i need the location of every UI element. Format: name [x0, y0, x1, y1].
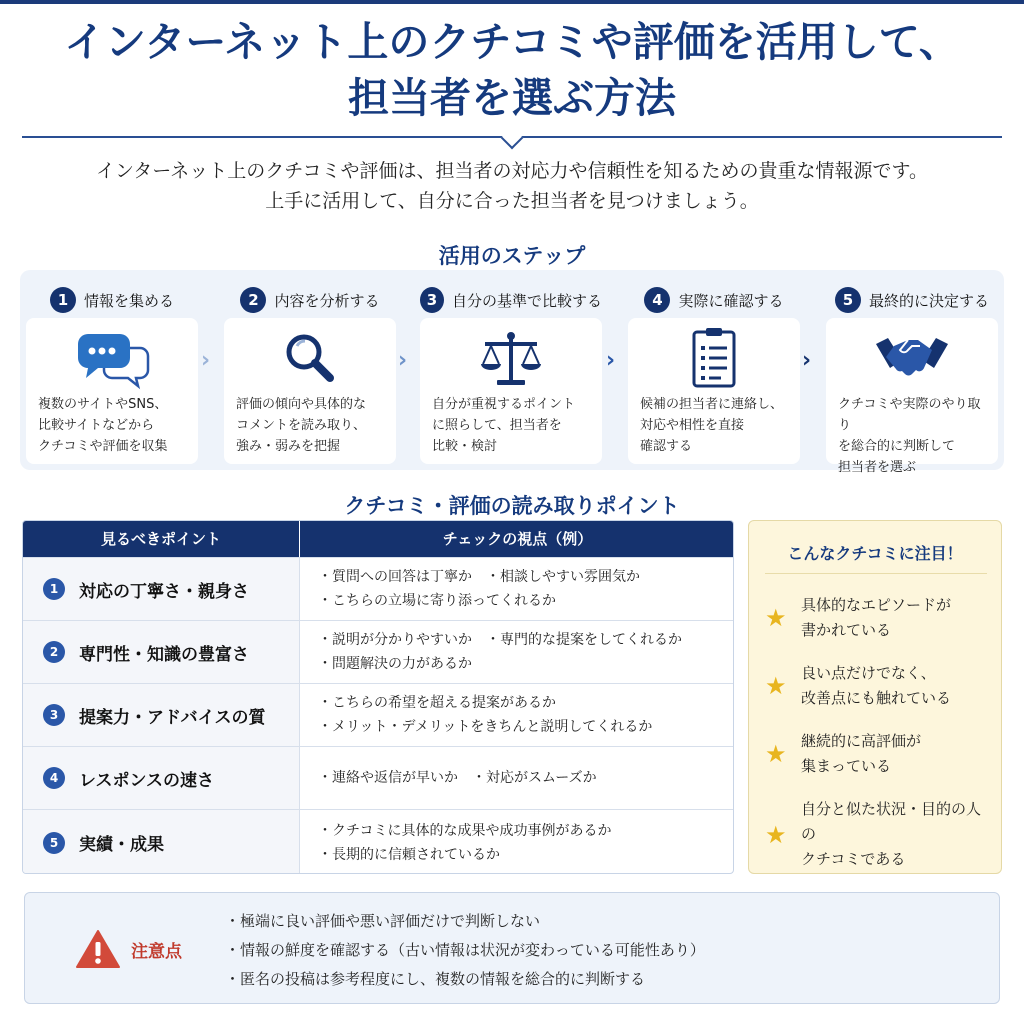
table-row — [23, 620, 733, 683]
row-point-cell — [23, 747, 300, 809]
row-label: 実績・成果 — [79, 835, 164, 855]
notice-item — [765, 797, 995, 872]
caution-item: ・匿名の投稿は参考程度にし、複数の情報を総合的に判断する — [225, 970, 646, 988]
step-4-desc-line: 候補の担当者に連絡し、 — [640, 397, 784, 412]
table-row — [23, 809, 733, 874]
step-4-number: 4 — [644, 287, 670, 313]
step-4-desc-line: 確認する — [640, 439, 693, 454]
top-rule — [0, 0, 1024, 4]
step-arrow-3: › — [606, 348, 616, 373]
intro-text — [0, 156, 1024, 216]
step-1-number: 1 — [50, 287, 76, 313]
step-3-desc-line: に照らして、担当者を — [432, 418, 562, 433]
warning-icon — [75, 929, 121, 973]
table-row — [23, 683, 733, 746]
step-4-description — [640, 394, 792, 457]
caution-item: ・情報の鮮度を確認する（古い情報は状況が変わっている可能性あり） — [225, 941, 705, 959]
step-5-description — [838, 394, 990, 478]
notice-line: 良い点だけでなく、 — [801, 664, 936, 682]
step-5-number: 5 — [835, 287, 861, 313]
notice-line: 具体的なエピソードが — [801, 596, 952, 614]
step-2 — [224, 270, 396, 470]
points-section-title: クチコミ・評価の読み取りポイント — [344, 494, 680, 518]
caution-item: ・極端に良い評価や悪い評価だけで判断しない — [225, 912, 541, 930]
notice-line: クチコミである — [801, 850, 906, 868]
check-line: ・問題解決の力があるか — [318, 656, 472, 672]
row-check-cell — [300, 621, 734, 683]
header-check: チェックの視点（例） — [442, 530, 593, 548]
notice-box — [748, 520, 1002, 874]
chat-bubbles-icon — [72, 326, 152, 394]
notice-item-text — [801, 797, 995, 872]
caution-box — [24, 892, 1000, 1004]
table-row — [23, 557, 733, 620]
row-point-cell — [23, 810, 300, 874]
row-check-cell — [300, 558, 734, 620]
notice-item — [765, 661, 995, 711]
row-label: 提案力・アドバイスの質 — [79, 707, 266, 728]
row-point-cell — [23, 621, 300, 683]
intro-line1: インターネット上のクチコミや評価は、担当者の対応力や信頼性を知るための貴重な情報源です。 — [95, 160, 928, 182]
step-3-card — [420, 318, 602, 464]
points-table — [22, 520, 734, 874]
step-arrow-1: › — [201, 348, 211, 373]
notice-item — [765, 593, 995, 643]
step-2-header — [224, 286, 396, 314]
table-row — [23, 746, 733, 809]
step-1-label: 情報を集める — [83, 291, 174, 310]
star-icon: ★ — [765, 740, 787, 768]
step-4 — [628, 270, 800, 470]
notice-line: 自分と似た状況・目的の人の — [801, 800, 982, 843]
step-3-desc-line: 自分が重視するポイント — [432, 397, 576, 412]
step-3-number: 3 — [420, 287, 444, 313]
step-5-desc-line: 担当者を選ぶ — [838, 460, 917, 475]
header-point: 見るべきポイント — [23, 521, 300, 557]
step-1-desc-line: 複数のサイトやSNS、 — [38, 397, 168, 412]
star-icon: ★ — [765, 820, 787, 849]
row-check-cell — [300, 747, 734, 809]
step-1 — [26, 270, 198, 470]
step-2-number: 2 — [240, 287, 266, 313]
notice-line: 書かれている — [801, 621, 892, 639]
step-1-card — [26, 318, 198, 464]
row-point-cell — [23, 558, 300, 620]
check-line: ・メリット・デメリットをきちんと説明してくれるか — [318, 719, 653, 735]
step-5-desc-line: を総合的に判断して — [838, 439, 956, 454]
page-title-line2: 担当者を選ぶ方法 — [348, 74, 676, 122]
step-arrow-4: › — [802, 348, 812, 373]
row-label: レスポンスの速さ — [79, 770, 214, 791]
step-2-desc-line: コメントを読み取り、 — [236, 418, 367, 433]
notice-divider — [765, 573, 987, 574]
notice-line: 継続的に高評価が — [801, 732, 922, 750]
step-5-desc-line: クチコミや実際のやり取り — [838, 397, 981, 433]
step-3-description — [432, 394, 594, 457]
step-3-header — [420, 286, 602, 314]
step-2-desc-line: 強み・弱みを把握 — [236, 439, 341, 454]
step-1-description — [38, 394, 190, 457]
step-5-header — [826, 286, 998, 314]
row-check-cell — [300, 810, 734, 874]
row-number: 3 — [43, 704, 65, 726]
intro-line2: 上手に活用して、自分に合った担当者を見つけましょう。 — [265, 190, 759, 212]
step-1-header — [26, 286, 198, 314]
step-arrow-2: › — [398, 348, 408, 373]
handshake-icon — [872, 326, 952, 390]
step-2-label: 内容を分析する — [274, 291, 380, 310]
notice-line: 改善点にも触れている — [801, 689, 952, 707]
step-3 — [420, 270, 602, 470]
title-divider-notch — [501, 127, 524, 150]
checklist-icon — [686, 326, 742, 394]
check-line: ・長期的に信頼されているか — [318, 846, 500, 863]
check-line: ・クチコミに具体的な成果や成功事例があるか — [318, 822, 612, 839]
step-4-label: 実際に確認する — [678, 291, 784, 310]
step-4-desc-line: 対応や相性を直接 — [640, 418, 745, 433]
step-3-label: 自分の基準で比較する — [451, 291, 602, 310]
star-icon: ★ — [765, 672, 787, 700]
step-5 — [826, 270, 998, 475]
step-1-desc-line: 比較サイトなどから — [38, 418, 155, 433]
row-number: 2 — [43, 641, 65, 663]
step-5-label: 最終的に決定する — [868, 291, 989, 310]
notice-title: こんなクチコミに注目！ — [787, 544, 963, 563]
notice-item-text — [801, 729, 921, 779]
scale-icon — [475, 326, 547, 394]
caution-list — [225, 907, 705, 994]
notice-item — [765, 729, 995, 779]
check-line: ・質問への回答は丁寧か ・相談しやすい雰囲気か — [318, 569, 640, 585]
check-line: ・連絡や返信が早いか ・対応がスムーズか — [318, 770, 597, 786]
step-2-desc-line: 評価の傾向や具体的な — [236, 397, 367, 412]
row-number: 5 — [43, 832, 65, 854]
steps-section-title: 活用のステップ — [438, 244, 586, 268]
row-label: 専門性・知識の豊富さ — [79, 644, 249, 665]
table-header — [23, 521, 733, 557]
row-number: 1 — [43, 578, 65, 600]
step-2-description — [236, 394, 388, 457]
step-5-card — [826, 318, 998, 475]
check-line: ・こちらの立場に寄り添ってくれるか — [318, 593, 556, 609]
check-line: ・説明が分かりやすいか ・専門的な提案をしてくれるか — [318, 632, 682, 648]
notice-item-text — [801, 661, 951, 711]
step-3-desc-line: 比較・検討 — [432, 439, 498, 454]
row-check-cell — [300, 684, 734, 746]
step-4-card — [628, 318, 800, 464]
check-line: ・こちらの希望を超える提案があるか — [318, 695, 556, 711]
row-point-cell — [23, 684, 300, 746]
page-title — [0, 14, 1024, 126]
step-1-desc-line: クチコミや評価を収集 — [38, 439, 168, 454]
page-title-line1: インターネット上のクチコミや評価を活用して、 — [64, 18, 960, 66]
caution-label: 注意点 — [131, 942, 182, 962]
notice-item-text — [801, 593, 951, 643]
magnifier-icon — [278, 326, 342, 394]
star-icon: ★ — [765, 604, 787, 632]
notice-line: 集まっている — [801, 757, 892, 775]
row-number: 4 — [43, 767, 65, 789]
row-label: 対応の丁寧さ・親身さ — [79, 581, 249, 602]
step-4-header — [628, 286, 800, 314]
step-2-card — [224, 318, 396, 464]
steps-panel — [20, 270, 1004, 475]
